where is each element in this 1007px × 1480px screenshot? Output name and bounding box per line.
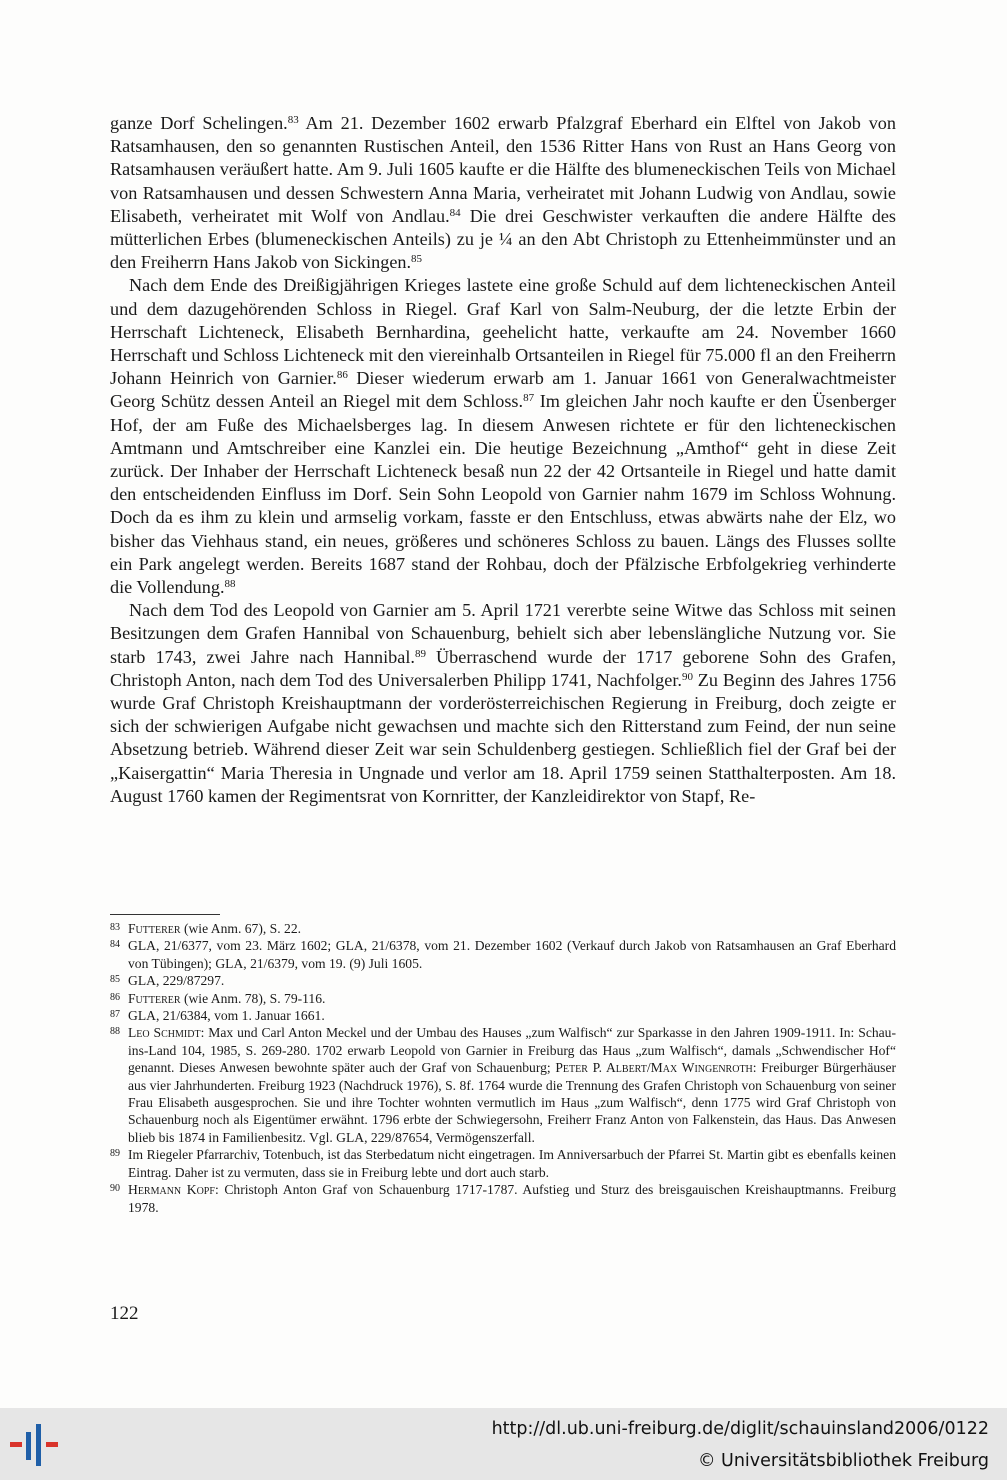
footnote-ref: 87: [523, 392, 535, 405]
author-name: Futterer: [128, 990, 181, 1006]
footnote: [110, 990, 896, 1007]
footnote-ref: 83: [287, 114, 299, 126]
footer-bar: [0, 1408, 1007, 1480]
text-run: /: [646, 1060, 651, 1076]
text-run: GLA, 229/87297.: [128, 973, 225, 989]
text-run: ganze Dorf Schelingen.: [110, 113, 288, 133]
text-run: Am 21. Dezember 1602 erwarb Pfalzgraf Eberhard ein Elftel von Jakob von Ratsamhausen, den so genannten Rustischen Anteil, den 1536 Ritter Hans von Rust an Hans Georg von Ratsamhausen veräußert hatte. Am 9. Juli 1605 kaufte er die Hälfte des blumeneckischen Teils von Michael von Ratsamhausen und dessen Schwestern Anna Maria, verheiratet mit Johann Ludwig von Andlau, sowie Elisabeth, verheiratet mit Wolf von Andlau.: [110, 113, 896, 226]
text-run: : Freiburger Bürgerhäuser aus vier Jahrhunderten. Freiburg 1923 (Nachdruck 1976), S. 8f. 1764 wurde die Trennung des Grafen Christoph von Schauenburg von seiner Frau Elisabeth ausgesprochen. Sie und ihre Tochter wohnten vermutlich im Haus „zum Walfisch“, denn 1775 wird Graf Christoph von Schauenburg noch als Eigentümer erwähnt. 1796 erbte der Schwiegersohn, Freiherr Franz Anton von Falkenstein, das Haus. Das Anwesen blieb bis 1874 in Familienbesitz. Vgl. GLA, 229/87654, Vermögenszerfall.: [128, 1060, 897, 1145]
footnote-number: 86: [110, 991, 120, 1003]
text-run: Im Riegeler Pfarrarchiv, Totenbuch, ist das Sterbedatum nicht eingetragen. Im Anniversarbuch der Pfarrei St. Martin gibt es ebenfalls keinen Eintrag. Daher ist zu vermuten, dass sie in Freiburg lebte und dort auch starb.: [128, 1147, 896, 1180]
author-name: Futterer: [128, 921, 181, 936]
footer-url-link[interactable]: http://dl.ub.uni-freiburg.de/diglit/schauinsland2006/0122: [491, 1419, 989, 1439]
text-run: GLA, 21/6377, vom 23. März 1602; GLA, 21/6378, vom 21. Dezember 1602 (Verkauf durch Jakob von Ratsamhausen an Graf Eberhard von Tübingen); GLA, 21/6379, vom 19. (9) Juli 1605.: [128, 938, 896, 971]
footnotes: [110, 920, 896, 1216]
author-name: Leo Schmidt: [128, 1025, 201, 1041]
text-run: (wie Anm. 67), S. 22.: [180, 921, 302, 936]
footnote-number: 89: [110, 1148, 120, 1160]
text-run: GLA, 21/6384, vom 1. Januar 1661.: [128, 1008, 325, 1024]
text-run: Nach dem Ende des Dreißigjährigen Krieges lastete eine große Schuld auf dem lichteneckischen Anteil und dem dazugehörenden Schloss in Riegel. Graf Karl von Salm-Neuburg, der die letzte Erbin der Herrschaft Lichteneck, Elisabeth Bernhardina, geehelicht hatte, verkaufte am 24. November 1660 Herrschaft und Schloss Lichteneck mit den viereinhalb Ortsanteilen in Riegel für 75.000 fl an den Freiherrn Johann Heinrich von Garnier.: [110, 275, 896, 389]
footnote-separator: [110, 914, 220, 915]
text-run: Zu Beginn des Jahres 1756 wurde Graf Christoph Kreishauptmann der vorderösterreichischen Regierung in Freiburg, doch zeigte er sich der schwierigen Aufgabe nicht gewachsen und machte sich den Ritterstand zum Feind, der nun seine Absetzung betrieb. Während dieser Zeit war sein Schuldenberg gestiegen. Schließlich fiel der Graf bei der „Kaisergattin“ Maria Theresia in Ungnade und verlor am 18. April 1759 seinen Statthalterposten. Am 18. August 1760 kamen der Regimentsrat von Kornritter, der Kanzleidirektor von Stapf, Re-: [110, 669, 897, 806]
text-run: : Max und Carl Anton Meckel und der Umbau des Hauses „zum Walfisch“ zur Sparkasse in den Jahren 1909-1911. In: Schau-ins-Land 104, 1985, S. 269-280. 1702 erwarb Leopold von Garnier in Freiburg das Haus „zum Walfisch“, damals „Schwendischer Hof“ genannt. Dieses Anwesen bewohnte später auch der Graf von Schauenburg;: [128, 1025, 897, 1076]
footnote-ref: 85: [411, 253, 423, 266]
main-text: [110, 112, 896, 808]
footnote-ref: 88: [224, 578, 236, 591]
footnote: [110, 1146, 896, 1181]
paragraph: [110, 599, 896, 808]
footer-copyright: © Universitätsbibliothek Freiburg: [697, 1451, 989, 1471]
footnote: [110, 937, 896, 972]
footnote-number: 84: [110, 939, 120, 951]
footnote-number: 85: [110, 974, 120, 986]
footnote: [110, 1181, 896, 1216]
text-run: Dieser wiederum erwarb am 1. Januar 1661 von Generalwachtmeister Georg Schütz dessen Anteil an Riegel mit dem Schloss.: [110, 368, 896, 412]
footnote-number: 90: [110, 1183, 120, 1195]
footnote-ref: 86: [336, 369, 348, 382]
footnote: [110, 1024, 896, 1146]
paragraph: [110, 274, 896, 599]
text-run: Nach dem Tod des Leopold von Garnier am 5. April 1721 vererbte seine Witwe das Schloss mit seinen Besitzungen dem Grafen Hannibal von Schauenburg, behielt sich aber lebenslängliche Nutzung vor. Sie starb 1743, zwei Jahre nach Hannibal.: [110, 600, 896, 667]
author-name: Hermann Kopf: [128, 1182, 215, 1198]
footnote: [110, 920, 896, 937]
page-number: 122: [110, 1303, 139, 1324]
footnote: [110, 1007, 896, 1024]
footnote: [110, 972, 896, 989]
text-run: (wie Anm. 78), S. 79-116.: [180, 990, 326, 1006]
footnote-number: 83: [110, 922, 120, 933]
footnote-number: 88: [110, 1026, 120, 1038]
text-run: : Christoph Anton Graf von Schauenburg 1717-1787. Aufstieg und Sturz des breisgauischen Kreishauptmanns. Freiburg 1978.: [128, 1182, 896, 1215]
text-run: Im gleichen Jahr noch kaufte er den Üsenberger Hof, der am Fuße des Michaelsberges lag. In diesem Anwesen richtete er für den lichteneckischen Amtmann und Amtschreiber eine Kanzlei ein. Die heutige Bezeichnung „Amthof“ geht in diese Zeit zurück. Der Inhaber der Herrschaft Lichteneck besaß nun 22 der 42 Ortsanteile in Riegel und hatte damit den entscheidenden Einfluss im Dorf. Sein Sohn Leopold von Garnier nahm 1679 im Schloss Wohnung. Doch da es ihm zu klein und armselig vorkam, fasste er den Entschluss, etwas abwärts nahe der Elz, wo bisher das Viehhaus stand, ein neues, größeres und schöneres Schloss zu bauen. Längs des Flusses sollte ein Park angelegt werden. Bereits 1687 stand der Rohbau, doch der Pfälzische Erbfolgekrieg verhinderte die Vollendung.: [110, 391, 896, 598]
paragraph: [110, 112, 896, 274]
text-run: Überraschend wurde der 1717 geborene Sohn des Grafen, Christoph Anton, nach dem Tod des Universalerben Philipp 1741, Nachfolger.: [110, 646, 896, 690]
ub-freiburg-logo-icon: [8, 1422, 64, 1468]
author-name: Peter P. Albert: [555, 1060, 647, 1076]
footnote-ref: 89: [414, 647, 426, 660]
author-name: Max Wingenroth: [650, 1060, 753, 1076]
footnote-ref: 84: [449, 206, 461, 219]
text-run: Die drei Geschwister verkauften die andere Hälfte des mütterlichen Erbes (blumeneckischen Anteils) zu je ¼ an den Abt Christoph zu Ettenheimmünster und an den Freiherrn Hans Jakob von Sickingen.: [110, 205, 897, 273]
footnote-ref: 90: [681, 670, 693, 683]
footnote-number: 87: [110, 1009, 120, 1021]
